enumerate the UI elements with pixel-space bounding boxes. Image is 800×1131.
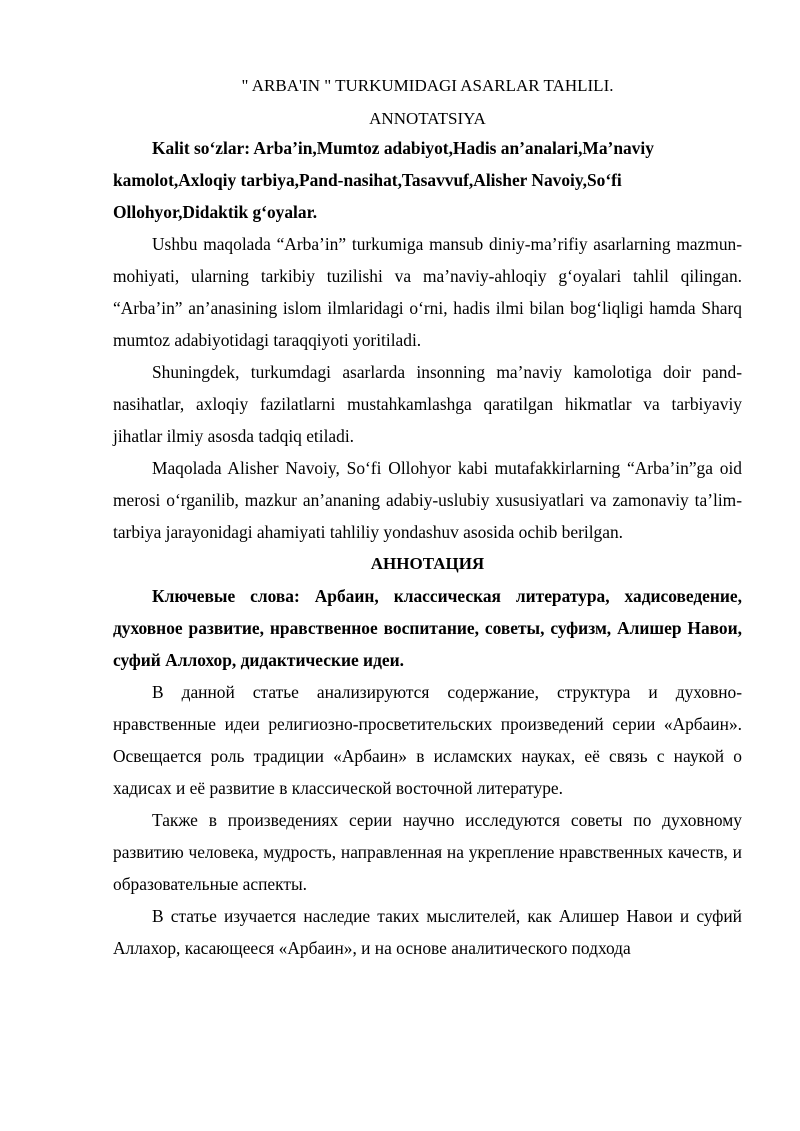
keywords-uz: Kalit so‘zlar: Arba’in,Mumtoz adabiyot,Hadis an’analari,Ma’naviy kamolot,Axloqiy tarbiya,Pand-nasihat,Tasavvuf,Alisher Navoiy,So‘fi Ollohyor,Didaktik g‘oyalar. [113, 138, 654, 222]
article-title: " ARBA'IN " TURKUMIDAGI ASARLAR TAHLILI. [241, 76, 614, 95]
annotation-heading-ru: АННОТАЦИЯ [370, 554, 485, 573]
document-page [113, 70, 742, 964]
paragraph-ru-1: В данной статье анализируются содержание, структура и духовно-нравственные идеи религиозно-просветительских произведений серии «Арбаин». Освещается роль традиции «Арбаин» в исламских науках, её связь с наукой о хадисах и её развитие в классической восточной литературе. [113, 682, 742, 798]
paragraph-ru-3: В статье изучается наследие таких мыслителей, как Алишер Навои и суфий Аллахор, касающееся «Арбаин», и на основе аналитического подхода [113, 906, 742, 958]
paragraph-uz-1: Ushbu maqolada “Arba’in” turkumiga mansub diniy-ma’rifiy asarlarning mazmun-mohiyati, ularning tarkibiy tuzilishi va ma’naviy-ahloqiy g‘oyalari tahlil qilingan. “Arba’in” an’anasining islom ilmlaridagi o‘rni, hadis ilmi bilan bog‘liqligi hamda Sharq mumtoz adabiyotidagi taraqqiyoti yoritiladi. [113, 234, 742, 350]
annotation-heading-uz: ANNOTATSIYA [369, 109, 486, 128]
keywords-ru: Ключевые слова: Арбаин, классическая литература, хадисоведение, духовное развитие, нравственное воспитание, советы, суфизм, Алишер Навои, суфий Аллохор, дидактические идеи. [113, 586, 742, 670]
paragraph-ru-2: Также в произведениях серии научно исследуются советы по духовному развитию человека, мудрость, направленная на укрепление нравственных качеств, и образовательные аспекты. [113, 810, 742, 894]
paragraph-uz-2: Shuningdek, turkumdagi asarlarda insonning ma’naviy kamolotiga doir pand-nasihatlar, axloqiy fazilatlarni mustahkamlashga qaratilgan hikmatlar va tarbiyaviy jihatlar ilmiy asosda tadqiq etiladi. [113, 362, 742, 446]
paragraph-uz-3: Maqolada Alisher Navoiy, So‘fi Ollohyor kabi mutafakkirlarning “Arba’in”ga oid merosi o‘rganilib, mazkur an’ananing adabiy-uslubiy xususiyatlari va zamonaviy ta’lim-tarbiya jarayonidagi ahamiyati tahliliy yondashuv asosida ochib berilgan. [113, 458, 742, 542]
